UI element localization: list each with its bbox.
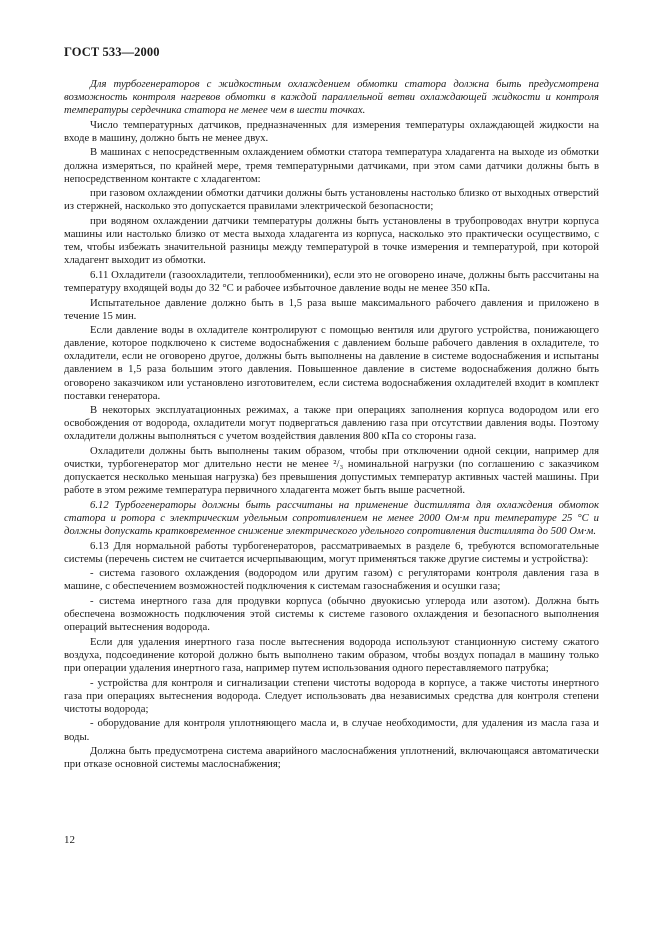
paragraph: при водяном охлаждении датчики температуры должны быть установлены в трубопроводах внутри корпуса машины или настолько близко от места выхода хладагента из корпуса, насколько это практически осуществимо, с тем, чтобы избежать значительной разницы между температурой в точке измерения и температурой, при которой хладагент выходит из обмотки. bbox=[64, 214, 599, 267]
paragraph: Охладители должны быть выполнены таким образом, чтобы при отключении одной секции, например для очистки, турбогенератор мог длительно нести не менее ²/₃ номинальной нагрузки (по соглашению с заказчиком допускается несколько меньшая нагрузка) без превышения допустимых температур активных частей машины. При работе в этом режиме температура первичного хладагента может быть выше расчетной. bbox=[64, 445, 599, 497]
document-header: ГОСТ 533—2000 bbox=[64, 45, 160, 59]
paragraph: - система инертного газа для продувки корпуса (обычно двуокисью углерода или азотом). Должна быть обеспечена возможность подключения этой системы к системе газового охлаждения и безопасного выполнения операций вытеснения водорода. bbox=[64, 595, 599, 634]
paragraph: 6.11 Охладители (газоохладители, теплообменники), если это не оговорено иначе, должны быть рассчитаны на температуру входящей воды до 32 °С и рабочее избыточное давление воды не менее 350 кПа. bbox=[64, 268, 599, 294]
paragraph: Испытательное давление должно быть в 1,5 раза выше максимального рабочего давления и приложено в течение 15 мин. bbox=[64, 296, 599, 322]
paragraph: 6.12 Турбогенераторы должны быть рассчитаны на применение дистиллята для охлаждения обмоток статора и ротора с электрическим удельным сопротивлением не менее 2000 Ом·м при температуре 25 °С и должны допускать кратковременное снижение электрического удельного сопротивления дистиллята до 500 Ом·м. bbox=[64, 498, 599, 538]
paragraph: Если давление воды в охладителе контролируют с помощью вентиля или другого устройства, понижающего давление, которое подключено к системе водоснабжения с давлением больше рабочего давления в охладителе, то охладители, если не оговорено другое, должны быть выполнены на давление в системе водоснабжения и испытаны давлением в 1,5 раза большим этого давления. Повышенное давление в системе водоснабжения должно быть оговорено заказчиком или установлено изготовителем, если система водоснабжения охладителей входит в комплект поставки генератора. bbox=[64, 324, 599, 402]
page-number: 12 bbox=[64, 834, 75, 846]
document-body bbox=[64, 78, 599, 773]
paragraph: при газовом охлаждении обмотки датчики должны быть установлены настолько близко от выходных отверстий из стержней, насколько это допускается правилами электрической безопасности; bbox=[64, 187, 599, 213]
paragraph: - система газового охлаждения (водородом или другим газом) с регуляторами контроля давления газа в машине, с обеспечением возможностей подключения к системам газоснабжения и осушки газа; bbox=[64, 567, 599, 593]
paragraph: Должна быть предусмотрена система аварийного маслоснабжения уплотнений, включающаяся автоматически при отказе основной системы маслоснабжения; bbox=[64, 745, 599, 771]
paragraph: - оборудование для контроля уплотняющего масла и, в случае необходимости, для удаления из масла газа и воды. bbox=[64, 717, 599, 743]
paragraph: В некоторых эксплуатационных режимах, а также при операциях заполнения корпуса водородом или его освобождения от водорода, охладители могут подвергаться давлению газа при отсутствии давления воды. Поэтому охладители должны выполняться с учетом воздействия давления 800 кПа со стороны газа. bbox=[64, 404, 599, 443]
paragraph: - устройства для контроля и сигнализации степени чистоты водорода в корпусе, а также чистоты инертного газа при операциях вытеснения водорода. Следует использовать два независимых средства для контроля степени чистоты водорода; bbox=[64, 676, 599, 715]
paragraph: В машинах с непосредственным охлаждением обмотки статора температура хладагента на выходе из обмотки должна измеряться, по крайней мере, тремя температурными датчиками, при этом сами датчики должны быть в непосредственном контакте с хладагентом: bbox=[64, 146, 599, 185]
paragraph: Если для удаления инертного газа после вытеснения водорода используют станционную систему сжатого воздуха, подсоединение которой должно быть выполнено таким образом, чтобы воздух попадал в машину только при операции удаления инертного газа, например путем использования одного переставляемого патрубка; bbox=[64, 635, 599, 675]
paragraph: Для турбогенераторов с жидкостным охлаждением обмотки статора должна быть предусмотрена возможность контроля нагревов обмотки в каждой параллельной ветви охлаждающей жидкости и контроля температуры сердечника статора не менее чем в шести точках. bbox=[64, 78, 599, 117]
paragraph: 6.13 Для нормальной работы турбогенераторов, рассматриваемых в разделе 6, требуются вспомогательные системы (перечень систем не считается исчерпывающим, могут применяться также другие системы и устройства): bbox=[64, 539, 599, 565]
paragraph: Число температурных датчиков, предназначенных для измерения температуры охлаждающей жидкости на входе в машину, должно быть не менее двух. bbox=[64, 118, 599, 144]
